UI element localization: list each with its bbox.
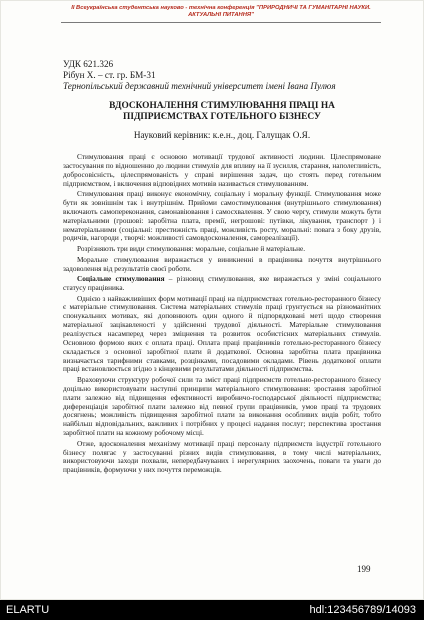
paragraph-lead-term: Соціальне стимулювання bbox=[77, 274, 165, 284]
paragraph bbox=[63, 275, 381, 293]
paragraph: Розрізняють три види стимулювання: моральне, соціальне й матеріальне. bbox=[77, 244, 306, 254]
paragraph: Стимулювання праці виконує економічну, соціальну і моральну функції. Стимулювання може бути як зовнішнім так і внутрішнім. Прийоми самостимулювання (внутрішнього стимулювання) включають самопереконання, самонавіювання і самосхвалення. У свою чергу, стимули можуть бути матеріальними (грошові: заробітна плата, премії, негрошові: путівки, лікування, транспорт ) і нематеріальними (соціальні: престижність праці, можливість росту, моральні: повага з боку друзів, родичів, нагороди , творчі: можливості самовдосконалення, самореалізації). bbox=[63, 189, 381, 243]
article-body bbox=[63, 153, 381, 477]
repository-name: ELARTU bbox=[6, 604, 50, 616]
institution-line: Тернопільський державний технічний університет імені Івана Пулюя bbox=[63, 81, 336, 91]
udc-code: УДК 621.326 bbox=[63, 59, 114, 69]
paragraph-text: – різновид стимулювання, яке виражається у зміні соціального статусу працівника. bbox=[63, 274, 381, 292]
author-line: Рібун Х. – ст. гр. БМ-31 bbox=[63, 70, 156, 80]
paragraph: Однією з найважливіших форм мотивації праці на підприємствах готельно-ресторанного бізнесу є матеріальне стимулювання. Система матеріальних стимулів праці грунтується на різноманітних спонукальних мотивах, які доповнюють один одного й підпорядковані меті щодо створення матеріальної зацікавленості у здійсненні трудової діяльності. Матеріальне стимулювання реалізується насамперед через зміцнення та розвиток особистісних матеріальних стимулів. Основною формою яких є оплата праці. Оплата праці працівників готельно-ресторанного бізнесу складається з основної заробітної плати й додаткової. Основна заробітна плата працівника визначається тарифними ставками, розцінками, посадовими окладами. Рівень додаткової оплати праці встановлюється згідно з кінцевими результатами діяльності підприємства. bbox=[63, 293, 381, 374]
supervisor-line: Науковий керівник: к.е.н., доц. Галущак О.Я. bbox=[133, 130, 311, 140]
paragraph: Отже, вдосконалення механізму мотивації праці персоналу підприємств індустрії готельного бізнесу полягає у застосуванні різних видів стимулювання, в тому числі матеріальних, використовуючи заходи похвали, непередбачуваних і нерегулярних заохочень, поваги та уваги до працівників, формуючи у них почуття переможців. bbox=[63, 438, 381, 475]
article-meta bbox=[63, 59, 383, 92]
article-title bbox=[63, 101, 381, 123]
header-divider bbox=[61, 22, 381, 23]
paragraph: Стимулювання праці є основою мотивації трудової активності людини. Цілеспрямоване застосування по відношенню до людини стимулів для впливу на її зусилля, старання, наполегливість, добросовісність, цілеспрямованість у справі вирішення задач, що стоять перед готельним підприємством, і включення відповідних мотивів називається стимулюванням. bbox=[63, 152, 381, 188]
handle-identifier: hdl:123456789/14093 bbox=[309, 604, 416, 616]
article-title-line-1: ВДОСКОНАЛЕННЯ СТИМУЛЮВАННЯ ПРАЦІ НА bbox=[109, 101, 335, 111]
conference-header-line-1: II Всеукраїнська студентська науково - технічна конференція "ПРИРОДНИЧІ ТА ГУМАНІТАРНІ НАУКИ. bbox=[71, 5, 371, 11]
paragraph: Моральне стимулювання виражається у виникненні в працівника почуття внутрішнього задоволення від результатів своєї роботи. bbox=[63, 254, 381, 273]
paragraph: Враховуючи структуру робочої сили та зміст праці підприємств готельно-ресторанного бізнесу доцільно використовувати наступні принципи матеріального стимулювання: зростання заробітної плати залежно від підвищення ефективності виробничо-господарської діяльності підприємства; диференціація заробітної плати залежно від певної групи працівників, умов праці та трудових досягнень; можливість підвищення заробітної плати за виконання особливих видів робіт, тобто найбільш відповідальних, важливих і потрібних у процесі надання послуг; перспектива зростання заробітної плати на кожному робочому місці. bbox=[63, 375, 381, 438]
conference-header-line-2: АКТУАЛЬНІ ПИТАННЯ" bbox=[188, 12, 254, 18]
article-title-line-2: ПІДПРИЄМСТВАХ ГОТЕЛЬНОГО БІЗНЕСУ bbox=[123, 112, 321, 122]
repository-footer-bar bbox=[0, 600, 424, 620]
page-number: 199 bbox=[357, 564, 371, 574]
conference-header bbox=[61, 5, 381, 19]
